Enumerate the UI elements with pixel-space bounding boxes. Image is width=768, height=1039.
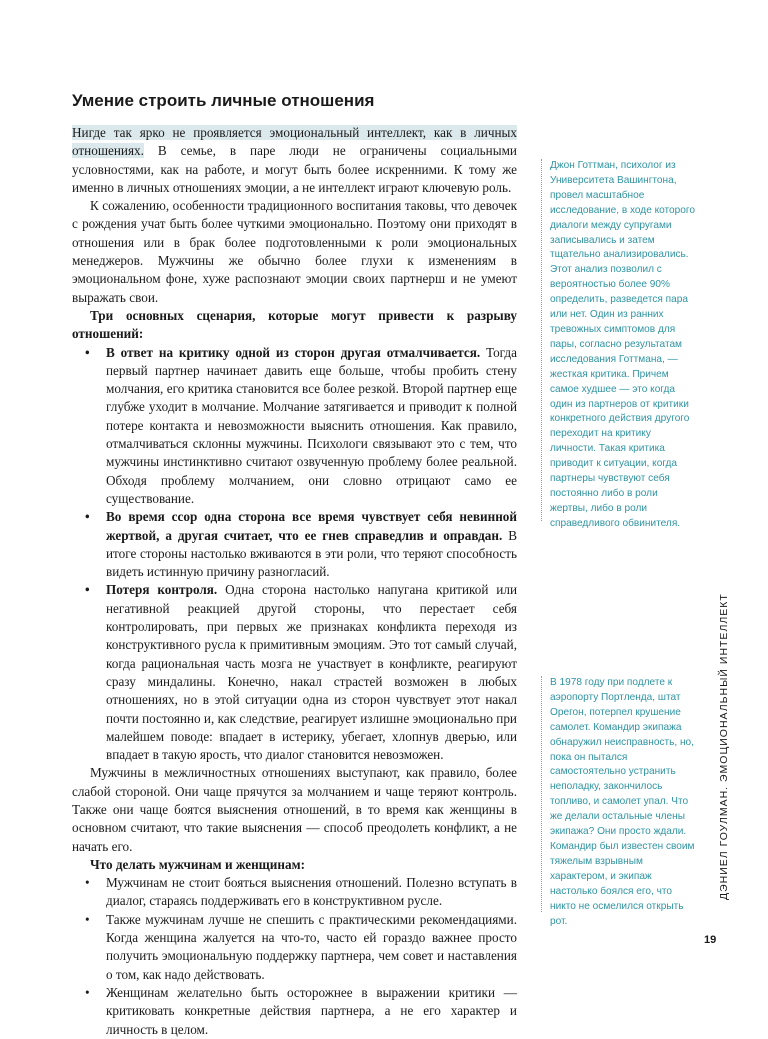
men-paragraph: Мужчины в межличностных отношениях выступают, как правило, более слабой стороной. Они чаще прячутся за молчанием и чаще теряют контроль. Также они чаще боятся выяснения отношений, в то время как женщины в основном считают, что такие выяснения — способ преодолеть конфликт, а не начать его. — [72, 765, 517, 854]
sidenote-portland-crash: В 1978 году при подлете к аэропорту Портленда, штат Орегон, потерпел крушение самолет. Командир экипажа обнаружил неисправность, но, пока он пытался самостоятельно устранить неполадку, закончилось топливо, и самолет упал. Что же делали остальные члены экипажа? Они просто ждали. Командир был известен своим тяжелым взрывным характером, и экипаж настолько боялся его, что никто не осмелился открыть рот. — [541, 676, 695, 912]
advice-item: • Женщинам желательно быть осторожнее в выражении критики — критиковать конкретные действия партнера, а не его характер и личность в целом. — [106, 984, 517, 1039]
advice-heading: Что делать мужчинам и женщинам: — [90, 856, 305, 872]
intro-paragraph — [72, 124, 517, 197]
scenarios-heading: Три основных сценария, которые могут привести к разрыву отношений: — [72, 307, 517, 342]
scenario-text: Одна сторона настолько напугана критикой или негативной реакцией другой стороны, что перестает себя контролировать, при первых же признаках конфликта переходя из конструктивного русла к примитивным эмоциям. Это тот самый случай, когда рациональная часть мозга не участвует в конфликте, реагируют сразу миндалины. Конечно, накал страстей возможен в любых отношениях, но в этой ситуации одна из сторон чувствует этот накал почти постоянно и, как следствие, реагирует излишне эмоционально при малейшем поводе: впадает в истерику, убегает, хлопнув дверью, или впадает в такую ярость, что диалог становится невозможен. — [106, 582, 517, 763]
scenarios-list — [72, 344, 517, 765]
main-text-column — [72, 124, 517, 1039]
advice-item: • Также мужчинам лучше не спешить с практическими рекомендациями. Когда женщина жалуется на что-то, часто ей гораздо важнее просто получить эмоциональную поддержку партнера, чем совет и наставления о том, как надо действовать. — [106, 911, 517, 984]
sidenote-gottman: Джон Готтман, психолог из Университета Вашингтона, провел масштабное исследование, в ходе которого диалоги между супругами записывались и затем тщательно анализировались. Этот анализ позволил с вероятностью более 90% определить, разведется пара или нет. Один из ранних тревожных симптомов для пары, согласно результатам исследования Готтмана, — жесткая критика. Причем самое худшее — это когда один из партнеров от критики конкретного действия другого переходит на критику личности. Такая критика приводит к ситуации, когда партнеры чувствуют себя постоянно либо в роли жертвы, либо в роли справедливого обвинителя. — [541, 159, 695, 521]
scenario-text: В итоге стороны настолько вживаются в эти роли, что теряют способность видеть истинную причину разногласий. — [106, 527, 518, 580]
section-title: Умение строить личные отношения — [72, 91, 375, 110]
advice-item: • Мужчинам не стоит бояться выяснения отношений. Полезно вступать в диалог, стараясь поддерживать его в конструктивном русле. — [106, 874, 517, 911]
scenario-item — [106, 581, 517, 764]
page-number: 19 — [704, 934, 717, 946]
advice-list — [72, 874, 517, 1039]
scenario-item — [106, 508, 517, 581]
running-head: ДЭНИЕЛ ГОУЛМАН. ЭМОЦИОНАЛЬНЫЙ ИНТЕЛЛЕКТ — [718, 593, 730, 900]
scenario-text: Тогда первый партнер начинает давить еще больше, чтобы пробить стену молчания, его критика становится все более резкой. Второй партнер еще глубже уходит в молчание. Молчание затягивается и приводит к полной потере контакта и невозможности выяснить отношения. Как правило, отмалчиваться склонны мужчины. Психологи связывают это с тем, что мужчины инстинктивно считают озвученную проблему более реальной. Обходя проблему молчанием, они словно отрицают само ее существование. — [106, 344, 517, 506]
scenario-bold: В ответ на критику одной из сторон другая отмалчивается. — [106, 344, 481, 360]
scenario-bold: Во время ссор одна сторона все время чувствует себя невинной жертвой, а другая считает, что ее гнев справедлив и оправдан. — [106, 509, 517, 543]
upbringing-paragraph: К сожалению, особенности традиционного воспитания таковы, что девочек с рождения учат быть более чуткими эмоционально. Поэтому они приходят в отношения или в брак более подготовленными к роли эмоциональных менеджеров. Мужчины же обычно более глухи к изменениям в эмоциональном фоне, хуже распознают эмоции своих партнерш и не умеют выражать свои. — [72, 198, 517, 305]
intro-paragraph-rest: В семье, в паре люди не ограничены социальными условностями, как на работе, и могут быть более искренними. К тому же именно в личных отношениях эмоции, а не интеллект играют ключевую роль. — [72, 143, 517, 195]
scenario-bold: Потеря контроля. — [106, 582, 218, 598]
highlighted-text[interactable]: Нигде так ярко не проявляется эмоциональный интеллект, как в личных отношениях. — [72, 125, 517, 159]
scenario-item — [106, 344, 517, 509]
